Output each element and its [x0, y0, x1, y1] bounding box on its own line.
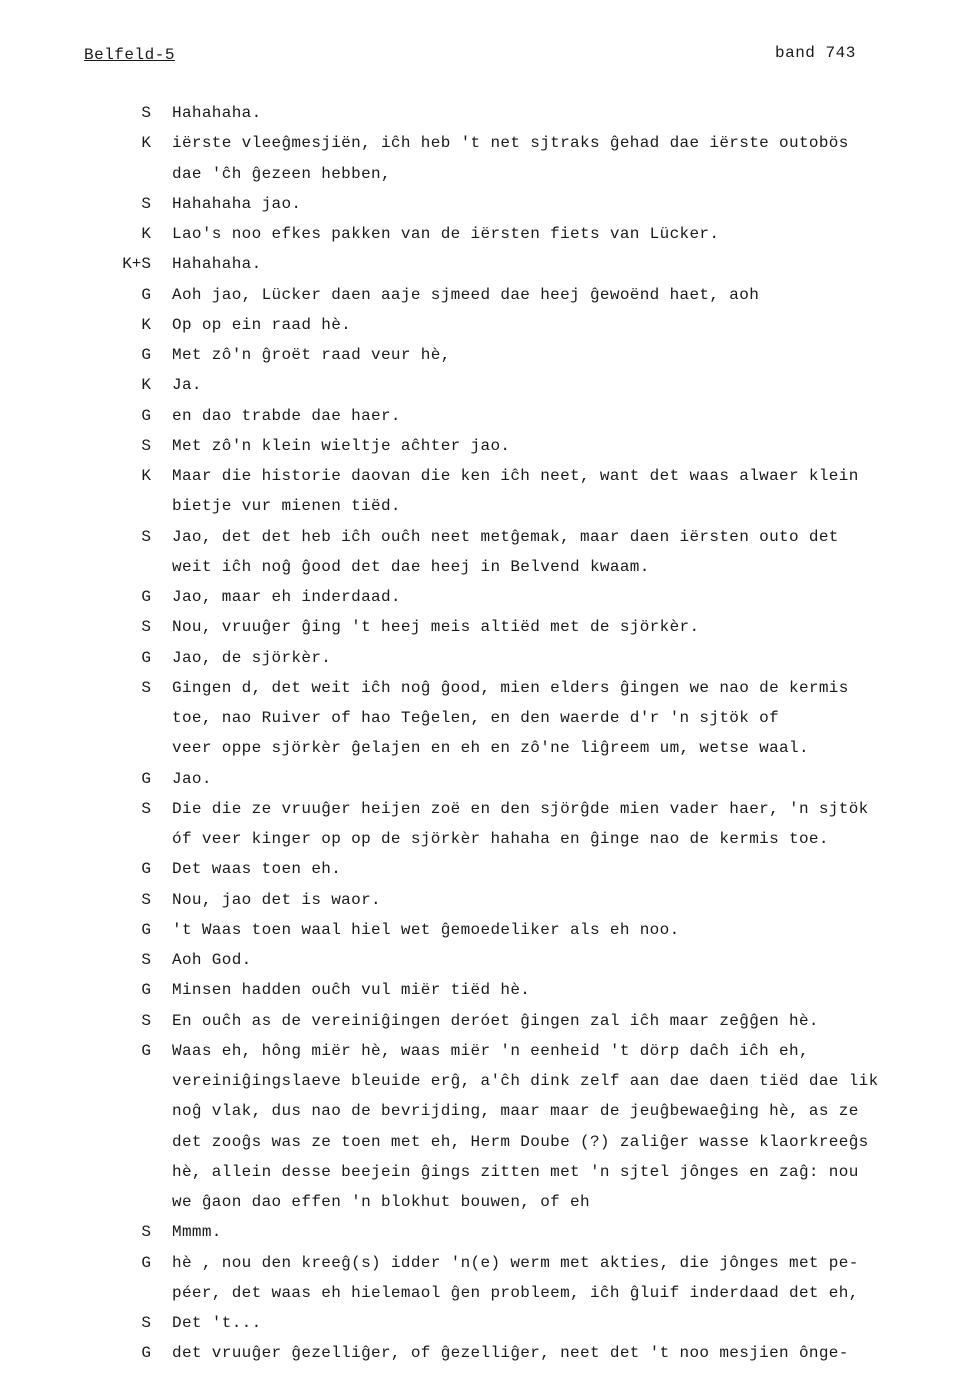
transcript-line: [0, 376, 973, 406]
utterance-text: péer, det waas eh hielemaol ĝen probleem, iĉh ĝluif inderdaad det eh,: [172, 1283, 859, 1302]
transcript-line: [0, 407, 973, 437]
utterance-text: Nou, jao det is waor.: [172, 890, 381, 909]
speaker-label: S: [141, 1223, 151, 1242]
transcript-line: [0, 891, 973, 921]
transcript-line: [0, 1254, 973, 1284]
speaker-label: G: [141, 920, 151, 939]
utterance-text: Waas eh, hông miër hè, waas miër 'n eenheid 't dörp daĉh iĉh eh,: [172, 1041, 809, 1060]
utterance-text: Hahahaha jao.: [172, 194, 302, 213]
utterance-text: det vruuĝer ĝezelliĝer, of ĝezelliĝer, neet det 't noo mesjien ônge-: [172, 1344, 849, 1363]
utterance-text: hè , nou den kreeĝ(s) idder 'n(e) werm met akties, die jônges met pe-: [172, 1253, 859, 1272]
utterance-text: Jao.: [172, 769, 212, 788]
transcript-line: [0, 165, 973, 195]
transcript-line: [0, 558, 973, 588]
speaker-label: G: [141, 648, 151, 667]
speaker-label: S: [141, 1011, 151, 1030]
utterance-text: Met zô'n ĝroët raad veur hè,: [172, 346, 451, 364]
utterance-text: vereiniĝingslaeve bleuide erĝ, a'ĉh dink zelf aan dae daen tiëd dae lik: [172, 1072, 879, 1090]
utterance-text: Hahahaha.: [172, 255, 262, 274]
transcript-line: [0, 951, 973, 981]
speaker-label: K: [141, 467, 151, 485]
speaker-label: G: [141, 285, 151, 304]
transcript-line: [0, 1344, 973, 1374]
transcript-line: [0, 588, 973, 618]
transcript-line: [0, 316, 973, 346]
utterance-text: Aoh God.: [172, 951, 252, 969]
utterance-text: Nou, vruuĝer ĝing 't heej meis altiëd met de sjörkèr.: [172, 618, 700, 637]
speaker-label: G: [141, 588, 151, 606]
utterance-text: toe, nao Ruiver of hao Teĝelen, en den waerde d'r 'n sjtök of: [172, 709, 780, 727]
transcript-line: [0, 528, 973, 558]
transcript-line: [0, 739, 973, 769]
transcript-line: [0, 1133, 973, 1163]
utterance-text: en dao trabde dae haer.: [172, 406, 401, 425]
utterance-text: we ĝaon dao effen 'n blokhut bouwen, of eh: [172, 1193, 590, 1211]
transcript-line: [0, 1163, 973, 1193]
utterance-text: det zooĝs was ze toen met eh, Herm Doube (?) zaliĝer wasse klaorkreeĝs: [172, 1132, 869, 1151]
transcript-line: [0, 860, 973, 890]
speaker-label: K: [141, 225, 151, 243]
utterance-text: Hahahaha.: [172, 104, 262, 122]
speaker-label: G: [141, 981, 151, 1000]
transcript: [0, 104, 973, 1375]
transcript-line: [0, 1193, 973, 1223]
transcript-line: [0, 618, 973, 648]
transcript-line: [0, 1314, 973, 1344]
speaker-label: G: [141, 1253, 151, 1272]
speaker-label: S: [141, 194, 151, 213]
utterance-text: dae 'ĉh ĝezeen hebben,: [172, 164, 391, 183]
transcript-line: [0, 800, 973, 830]
transcript-line: [0, 497, 973, 527]
transcript-line: [0, 770, 973, 800]
transcript-line: [0, 195, 973, 225]
speaker-label: S: [141, 527, 151, 546]
speaker-label: S: [141, 890, 151, 909]
transcript-line: [0, 1284, 973, 1314]
utterance-text: weit iĉh noĝ ĝood det dae heej in Belvend kwaam.: [172, 557, 650, 576]
utterance-text: Ja.: [172, 376, 202, 395]
speaker-label: G: [141, 769, 151, 788]
speaker-label: K+S: [122, 255, 151, 274]
speaker-label: S: [141, 104, 151, 122]
transcript-line: [0, 255, 973, 285]
transcript-line: [0, 1042, 973, 1072]
utterance-text: Aoh jao, Lücker daen aaje sjmeed dae heej ĝewoënd haet, aoh: [172, 285, 760, 304]
utterance-text: Lao's noo efkes pakken van de iërsten fiets van Lücker.: [172, 225, 720, 243]
utterance-text: veer oppe sjörkèr ĝelajen en eh en zô'ne liĝreem um, wetse waal.: [172, 739, 809, 758]
speaker-label: K: [141, 376, 151, 395]
utterance-text: Det waas toen eh.: [172, 860, 342, 879]
speaker-label: G: [141, 1041, 151, 1060]
transcript-line: [0, 225, 973, 255]
utterance-text: 't Waas toen waal hiel wet ĝemoedeliker als eh noo.: [172, 920, 680, 939]
transcript-line: [0, 981, 973, 1011]
speaker-label: S: [141, 678, 151, 697]
utterance-text: iërste vleeĝmesjiën, iĉh heb 't net sjtraks ĝehad dae iërste outobös: [172, 134, 849, 153]
transcript-line: [0, 467, 973, 497]
utterance-text: Minsen hadden ouĉh vul miër tiëd hè.: [172, 981, 531, 1000]
speaker-label: G: [141, 346, 151, 364]
transcript-line: [0, 1102, 973, 1132]
utterance-text: Det 't...: [172, 1314, 262, 1332]
utterance-text: bietje vur mienen tiëd.: [172, 497, 401, 516]
speaker-label: S: [141, 951, 151, 969]
utterance-text: hè, allein desse beejein ĝings zitten met 'n sjtel jônges en zaĝ: nou: [172, 1162, 859, 1181]
speaker-label: G: [141, 406, 151, 425]
utterance-text: Gingen d, det weit iĉh noĝ ĝood, mien elders ĝingen we nao de kermis: [172, 678, 849, 697]
transcript-line: [0, 1072, 973, 1102]
transcript-line: [0, 679, 973, 709]
speaker-label: G: [141, 860, 151, 879]
transcript-line: [0, 709, 973, 739]
utterance-text: Op op ein raad hè.: [172, 315, 352, 334]
transcript-line: [0, 1012, 973, 1042]
transcript-line: [0, 921, 973, 951]
transcript-line: [0, 346, 973, 376]
utterance-text: En ouĉh as de vereiniĝingen deróet ĝingen zal iĉh maar zeĝĝen hè.: [172, 1011, 819, 1030]
utterance-text: Met zô'n klein wieltje aĉhter jao.: [172, 436, 511, 455]
transcript-line: [0, 437, 973, 467]
utterance-text: noĝ vlak, dus nao de bevrijding, maar maar de jeuĝbewaeĝing hè, as ze: [172, 1102, 859, 1121]
speaker-label: K: [141, 315, 151, 334]
utterance-text: Jao, det det heb iĉh ouĉh neet metĝemak, maar daen iërsten outo det: [172, 527, 839, 546]
transcript-line: [0, 830, 973, 860]
utterance-text: Mmmm.: [172, 1223, 222, 1242]
utterance-text: Maar die historie daovan die ken iĉh neet, want det waas alwaer klein: [172, 467, 859, 485]
transcript-line: [0, 286, 973, 316]
speaker-label: S: [141, 436, 151, 455]
speaker-label: G: [141, 1344, 151, 1363]
header-title: Belfeld-5: [84, 46, 175, 64]
transcript-line: [0, 649, 973, 679]
transcript-line: [0, 1223, 973, 1253]
speaker-label: K: [141, 134, 151, 153]
speaker-label: S: [141, 799, 151, 818]
speaker-label: S: [141, 1314, 151, 1332]
speaker-label: S: [141, 618, 151, 637]
utterance-text: óf veer kinger op op de sjörkèr hahaha en ĝinge nao de kermis toe.: [172, 830, 829, 848]
utterance-text: Jao, de sjörkèr.: [172, 648, 332, 667]
utterance-text: Die die ze vruuĝer heijen zoë en den sjörĝde mien vader haer, 'n sjtök: [172, 799, 869, 818]
transcript-line: [0, 104, 973, 134]
transcript-line: [0, 134, 973, 164]
header-tape-number: band 743: [775, 44, 856, 62]
utterance-text: Jao, maar eh inderdaad.: [172, 588, 401, 606]
